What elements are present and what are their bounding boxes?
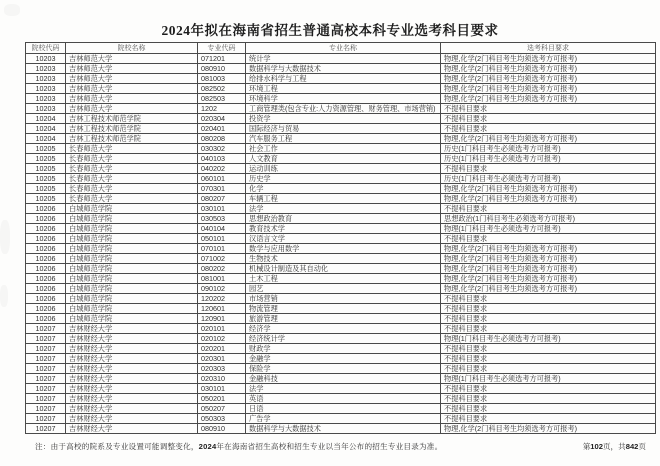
cell-major-name: 金融科技 <box>246 374 441 384</box>
cell-college-code: 10207 <box>26 364 66 374</box>
cell-major-name: 旅游管理 <box>246 314 441 324</box>
cell-college-code: 10206 <box>26 264 66 274</box>
table-row <box>26 334 656 344</box>
page-number-segment: 第 <box>582 442 591 451</box>
cell-major-name: 社会工作 <box>246 144 441 154</box>
table-row <box>26 344 656 354</box>
cell-college-name: 长春师范大学 <box>66 174 198 184</box>
cell-college-code: 10206 <box>26 204 66 214</box>
cell-college-code: 10206 <box>26 254 66 264</box>
cell-college-code: 10206 <box>26 224 66 234</box>
cell-college-code: 10204 <box>26 114 66 124</box>
cell-major-code: 071002 <box>198 254 246 264</box>
cell-major-name: 英语 <box>246 394 441 404</box>
cell-major-code: 1202 <box>198 104 246 114</box>
cell-major-code: 080910 <box>198 64 246 74</box>
cell-college-code: 10206 <box>26 294 66 304</box>
table-row <box>26 294 656 304</box>
cell-college-code: 10207 <box>26 414 66 424</box>
cell-subject-requirement: 物理(1门科目考生必须选考方可报考) <box>441 224 656 234</box>
scan-smudge <box>4 4 20 16</box>
cell-college-name: 白城师范学院 <box>66 224 198 234</box>
table-row <box>26 274 656 284</box>
cell-major-code: 030503 <box>198 214 246 224</box>
cell-subject-requirement: 不提科目要求 <box>441 354 656 364</box>
scan-smudge <box>0 220 10 254</box>
cell-college-name: 吉林师范大学 <box>66 74 198 84</box>
cell-subject-requirement: 物理,化学(2门科目考生均须选考方可报考) <box>441 194 656 204</box>
cell-major-code: 040104 <box>198 224 246 234</box>
cell-college-code: 10203 <box>26 64 66 74</box>
cell-major-code: 080208 <box>198 134 246 144</box>
cell-major-name: 历史学 <box>246 174 441 184</box>
footnote-segment: 年在海南省招生高校和招生专业以当年公布的招生专业目录为准。 <box>216 442 443 451</box>
cell-subject-requirement: 物理,化学(2门科目考生均须选考方可报考) <box>441 64 656 74</box>
table-header <box>26 43 656 54</box>
cell-college-name: 长春师范大学 <box>66 164 198 174</box>
cell-college-name: 吉林财经大学 <box>66 344 198 354</box>
cell-subject-requirement: 不提科目要求 <box>441 314 656 324</box>
column-header-college-name: 院校名称 <box>66 43 198 54</box>
cell-subject-requirement: 不提科目要求 <box>441 294 656 304</box>
cell-college-code: 10203 <box>26 104 66 114</box>
cell-major-name: 汉语言文学 <box>246 234 441 244</box>
table-row <box>26 394 656 404</box>
cell-major-code: 020401 <box>198 124 246 134</box>
cell-subject-requirement: 不提科目要求 <box>441 164 656 174</box>
cell-college-name: 白城师范学院 <box>66 264 198 274</box>
cell-major-code: 050207 <box>198 404 246 414</box>
cell-college-code: 10207 <box>26 354 66 364</box>
table-row <box>26 354 656 364</box>
cell-major-code: 120901 <box>198 314 246 324</box>
cell-major-name: 广告学 <box>246 414 441 424</box>
cell-subject-requirement: 思想政治(1门科目考生必须选考方可报考) <box>441 214 656 224</box>
table-row <box>26 264 656 274</box>
cell-subject-requirement: 物理,化学(2门科目考生均须选考方可报考) <box>441 244 656 254</box>
footnote-text <box>35 442 442 451</box>
cell-subject-requirement: 不提科目要求 <box>441 114 656 124</box>
cell-major-name: 数学与应用数学 <box>246 244 441 254</box>
cell-major-name: 土木工程 <box>246 274 441 284</box>
cell-college-name: 吉林工程技术师范学院 <box>66 114 198 124</box>
table-row <box>26 64 656 74</box>
cell-college-name: 白城师范学院 <box>66 244 198 254</box>
cell-college-code: 10206 <box>26 234 66 244</box>
table-row <box>26 364 656 374</box>
cell-major-name: 市场营销 <box>246 294 441 304</box>
cell-major-code: 020304 <box>198 114 246 124</box>
cell-subject-requirement: 物理,化学(2门科目考生均须选考方可报考) <box>441 274 656 284</box>
cell-major-name: 经济统计学 <box>246 334 441 344</box>
table-body <box>26 54 656 434</box>
cell-major-name: 生物技术 <box>246 254 441 264</box>
cell-major-code: 120601 <box>198 304 246 314</box>
cell-college-code: 10206 <box>26 214 66 224</box>
cell-college-code: 10207 <box>26 324 66 334</box>
page-title: 2024年拟在海南省招生普通高校本科专业选考科目要求 <box>161 23 499 38</box>
cell-college-name: 白城师范学院 <box>66 274 198 284</box>
cell-subject-requirement: 物理,化学(2门科目考生均须选考方可报考) <box>441 264 656 274</box>
cell-subject-requirement: 物理(1门科目考生必须选考方可报考) <box>441 334 656 344</box>
cell-major-name: 投资学 <box>246 114 441 124</box>
cell-major-name: 给排水科学与工程 <box>246 74 441 84</box>
cell-subject-requirement: 物理,化学(2门科目考生均须选考方可报考) <box>441 254 656 264</box>
cell-subject-requirement: 历史(1门科目考生必须选考方可报考) <box>441 154 656 164</box>
cell-major-code: 030302 <box>198 144 246 154</box>
cell-major-code: 020303 <box>198 364 246 374</box>
cell-major-name: 保险学 <box>246 364 441 374</box>
cell-college-name: 白城师范学院 <box>66 254 198 264</box>
cell-major-name: 经济学 <box>246 324 441 334</box>
cell-major-code: 080202 <box>198 264 246 274</box>
cell-major-name: 车辆工程 <box>246 194 441 204</box>
column-header-major-code: 专业代码 <box>198 43 246 54</box>
cell-college-code: 10207 <box>26 404 66 414</box>
table-row <box>26 124 656 134</box>
table-row <box>26 214 656 224</box>
cell-major-code: 080207 <box>198 194 246 204</box>
cell-major-name: 运动训练 <box>246 164 441 174</box>
cell-major-code: 030101 <box>198 204 246 214</box>
cell-major-name: 物流管理 <box>246 304 441 314</box>
cell-major-code: 020101 <box>198 324 246 334</box>
cell-major-code: 050303 <box>198 414 246 424</box>
table-row <box>26 94 656 104</box>
column-header-subject-requirement: 选考科目要求 <box>441 43 656 54</box>
cell-subject-requirement: 物理,化学(2门科目考生均须选考方可报考) <box>441 424 656 434</box>
table-row <box>26 374 656 384</box>
cell-major-code: 060101 <box>198 174 246 184</box>
cell-college-code: 10203 <box>26 54 66 64</box>
cell-major-code: 040202 <box>198 164 246 174</box>
table-row <box>26 184 656 194</box>
table-row <box>26 114 656 124</box>
cell-major-name: 法学 <box>246 384 441 394</box>
table-row <box>26 104 656 114</box>
cell-college-code: 10204 <box>26 124 66 134</box>
cell-college-name: 吉林财经大学 <box>66 414 198 424</box>
cell-college-name: 吉林财经大学 <box>66 424 198 434</box>
cell-college-code: 10205 <box>26 154 66 164</box>
table-row <box>26 154 656 164</box>
footnote <box>35 441 442 452</box>
table-row <box>26 254 656 264</box>
cell-college-code: 10204 <box>26 134 66 144</box>
cell-major-name: 金融学 <box>246 354 441 364</box>
cell-college-code: 10205 <box>26 174 66 184</box>
cell-subject-requirement: 物理(1门科目考生必须选考方可报考) <box>441 374 656 384</box>
cell-college-name: 吉林财经大学 <box>66 364 198 374</box>
page-number-segment: 页 <box>638 442 646 451</box>
cell-college-name: 白城师范学院 <box>66 304 198 314</box>
cell-subject-requirement: 不提科目要求 <box>441 104 656 114</box>
cell-college-code: 10205 <box>26 144 66 154</box>
cell-subject-requirement: 历史(1门科目考生必须选考方可报考) <box>441 174 656 184</box>
table-row <box>26 54 656 64</box>
cell-subject-requirement: 不提科目要求 <box>441 394 656 404</box>
cell-college-name: 白城师范学院 <box>66 234 198 244</box>
cell-college-code: 10205 <box>26 184 66 194</box>
cell-major-code: 050201 <box>198 394 246 404</box>
cell-college-code: 10207 <box>26 384 66 394</box>
table-row <box>26 314 656 324</box>
cell-college-code: 10206 <box>26 274 66 284</box>
cell-college-name: 白城师范学院 <box>66 284 198 294</box>
cell-major-code: 081003 <box>198 74 246 84</box>
cell-college-name: 吉林师范大学 <box>66 94 198 104</box>
cell-major-code: 070301 <box>198 184 246 194</box>
cell-college-name: 吉林财经大学 <box>66 334 198 344</box>
cell-major-name: 环境工程 <box>246 84 441 94</box>
cell-subject-requirement: 物理,化学(2门科目考生均须选考方可报考) <box>441 54 656 64</box>
cell-college-code: 10207 <box>26 424 66 434</box>
cell-subject-requirement: 历史(1门科目考生必须选考方可报考) <box>441 144 656 154</box>
cell-major-name: 机械设计制造及其自动化 <box>246 264 441 274</box>
table-row <box>26 304 656 314</box>
cell-major-name: 思想政治教育 <box>246 214 441 224</box>
cell-major-code: 120202 <box>198 294 246 304</box>
column-header-college-code: 院校代码 <box>26 43 66 54</box>
cell-major-code: 020102 <box>198 334 246 344</box>
footnote-segment: 注：由于高校的院系及专业设置可能调整变化， <box>35 442 199 451</box>
cell-major-code: 030101 <box>198 384 246 394</box>
table-row <box>26 134 656 144</box>
table-row <box>26 194 656 204</box>
cell-major-name: 数据科学与大数据技术 <box>246 64 441 74</box>
cell-college-name: 白城师范学院 <box>66 204 198 214</box>
cell-major-name: 工商管理类(包含专业:人力资源管理、财务管理、市场营销) <box>246 104 441 114</box>
cell-college-name: 吉林工程技术师范学院 <box>66 124 198 134</box>
cell-major-name: 化学 <box>246 184 441 194</box>
page-number-segment: 102 <box>590 442 603 451</box>
cell-subject-requirement: 不提科目要求 <box>441 414 656 424</box>
cell-college-name: 吉林师范大学 <box>66 84 198 94</box>
cell-major-name: 统计学 <box>246 54 441 64</box>
cell-major-name: 数据科学与大数据技术 <box>246 424 441 434</box>
scan-smudge <box>0 285 8 307</box>
table-row <box>26 174 656 184</box>
cell-college-code: 10203 <box>26 74 66 84</box>
cell-major-name: 汽车服务工程 <box>246 134 441 144</box>
table-row <box>26 224 656 234</box>
cell-college-name: 长春师范大学 <box>66 194 198 204</box>
cell-major-code: 071201 <box>198 54 246 64</box>
cell-college-name: 吉林财经大学 <box>66 404 198 414</box>
table-row <box>26 404 656 414</box>
cell-college-name: 吉林财经大学 <box>66 374 198 384</box>
cell-subject-requirement: 物理,化学(2门科目考生均须选考方可报考) <box>441 94 656 104</box>
cell-subject-requirement: 物理,化学(2门科目考生均须选考方可报考) <box>441 184 656 194</box>
footnote-segment: 2024 <box>198 442 217 451</box>
cell-college-name: 白城师范学院 <box>66 294 198 304</box>
cell-subject-requirement: 不提科目要求 <box>441 364 656 374</box>
cell-subject-requirement: 不提科目要求 <box>441 234 656 244</box>
cell-college-name: 吉林财经大学 <box>66 394 198 404</box>
cell-subject-requirement: 不提科目要求 <box>441 204 656 214</box>
cell-major-name: 人文教育 <box>246 154 441 164</box>
cell-college-name: 吉林师范大学 <box>66 54 198 64</box>
cell-subject-requirement: 物理,化学(2门科目考生均须选考方可报考) <box>441 284 656 294</box>
subject-requirements-table <box>25 42 656 434</box>
cell-college-code: 10207 <box>26 334 66 344</box>
cell-major-name: 财政学 <box>246 344 441 354</box>
cell-college-name: 吉林师范大学 <box>66 104 198 114</box>
page-number-segment: 页，共 <box>602 442 626 451</box>
cell-college-code: 10206 <box>26 304 66 314</box>
cell-subject-requirement: 物理,化学(2门科目考生均须选考方可报考) <box>441 84 656 94</box>
cell-college-code: 10203 <box>26 94 66 104</box>
cell-subject-requirement: 不提科目要求 <box>441 404 656 414</box>
cell-college-name: 吉林师范大学 <box>66 64 198 74</box>
cell-college-name: 吉林工程技术师范学院 <box>66 134 198 144</box>
table-row <box>26 244 656 254</box>
table-row <box>26 414 656 424</box>
cell-college-code: 10203 <box>26 84 66 94</box>
cell-major-name: 国际经济与贸易 <box>246 124 441 134</box>
cell-college-code: 10205 <box>26 194 66 204</box>
table-row <box>26 324 656 334</box>
table-row <box>26 424 656 434</box>
cell-major-code: 020301 <box>198 354 246 364</box>
cell-subject-requirement: 不提科目要求 <box>441 304 656 314</box>
cell-college-name: 吉林财经大学 <box>66 354 198 364</box>
cell-major-code: 020310 <box>198 374 246 384</box>
table-row <box>26 164 656 174</box>
cell-major-code: 080910 <box>198 424 246 434</box>
cell-college-code: 10207 <box>26 374 66 384</box>
cell-college-code: 10206 <box>26 314 66 324</box>
cell-college-name: 白城师范学院 <box>66 214 198 224</box>
cell-subject-requirement: 物理,化学(2门科目考生均须选考方可报考) <box>441 74 656 84</box>
cell-major-name: 环境科学 <box>246 94 441 104</box>
cell-major-code: 082503 <box>198 94 246 104</box>
cell-college-code: 10206 <box>26 244 66 254</box>
cell-subject-requirement: 不提科目要求 <box>441 124 656 134</box>
cell-subject-requirement: 不提科目要求 <box>441 324 656 334</box>
table-row <box>26 284 656 294</box>
cell-major-name: 日语 <box>246 404 441 414</box>
cell-major-code: 070101 <box>198 244 246 254</box>
cell-major-name: 法学 <box>246 204 441 214</box>
cell-college-name: 长春师范大学 <box>66 154 198 164</box>
cell-major-code: 090102 <box>198 284 246 294</box>
page-number-segment: 842 <box>625 442 639 451</box>
page-number <box>583 441 646 452</box>
cell-major-name: 园艺 <box>246 284 441 294</box>
cell-subject-requirement: 不提科目要求 <box>441 344 656 354</box>
cell-college-name: 长春师范大学 <box>66 184 198 194</box>
cell-major-code: 081001 <box>198 274 246 284</box>
cell-major-name: 教育技术学 <box>246 224 441 234</box>
cell-college-name: 长春师范大学 <box>66 144 198 154</box>
table-header-row <box>26 43 656 54</box>
cell-major-code: 020201 <box>198 344 246 354</box>
table-row <box>26 234 656 244</box>
table-row <box>26 84 656 94</box>
cell-college-code: 10207 <box>26 344 66 354</box>
cell-college-name: 吉林财经大学 <box>66 384 198 394</box>
cell-subject-requirement: 物理,化学(2门科目考生均须选考方可报考) <box>441 134 656 144</box>
cell-major-code: 082502 <box>198 84 246 94</box>
cell-major-code: 050101 <box>198 234 246 244</box>
table-row <box>26 144 656 154</box>
table-row <box>26 74 656 84</box>
cell-college-name: 吉林财经大学 <box>66 324 198 334</box>
cell-major-code: 040103 <box>198 154 246 164</box>
cell-subject-requirement: 不提科目要求 <box>441 384 656 394</box>
cell-college-name: 白城师范学院 <box>66 314 198 324</box>
column-header-major-name: 专业名称 <box>246 43 441 54</box>
table-row <box>26 384 656 394</box>
cell-college-code: 10206 <box>26 284 66 294</box>
cell-college-code: 10205 <box>26 164 66 174</box>
cell-college-code: 10207 <box>26 394 66 404</box>
table-row <box>26 204 656 214</box>
